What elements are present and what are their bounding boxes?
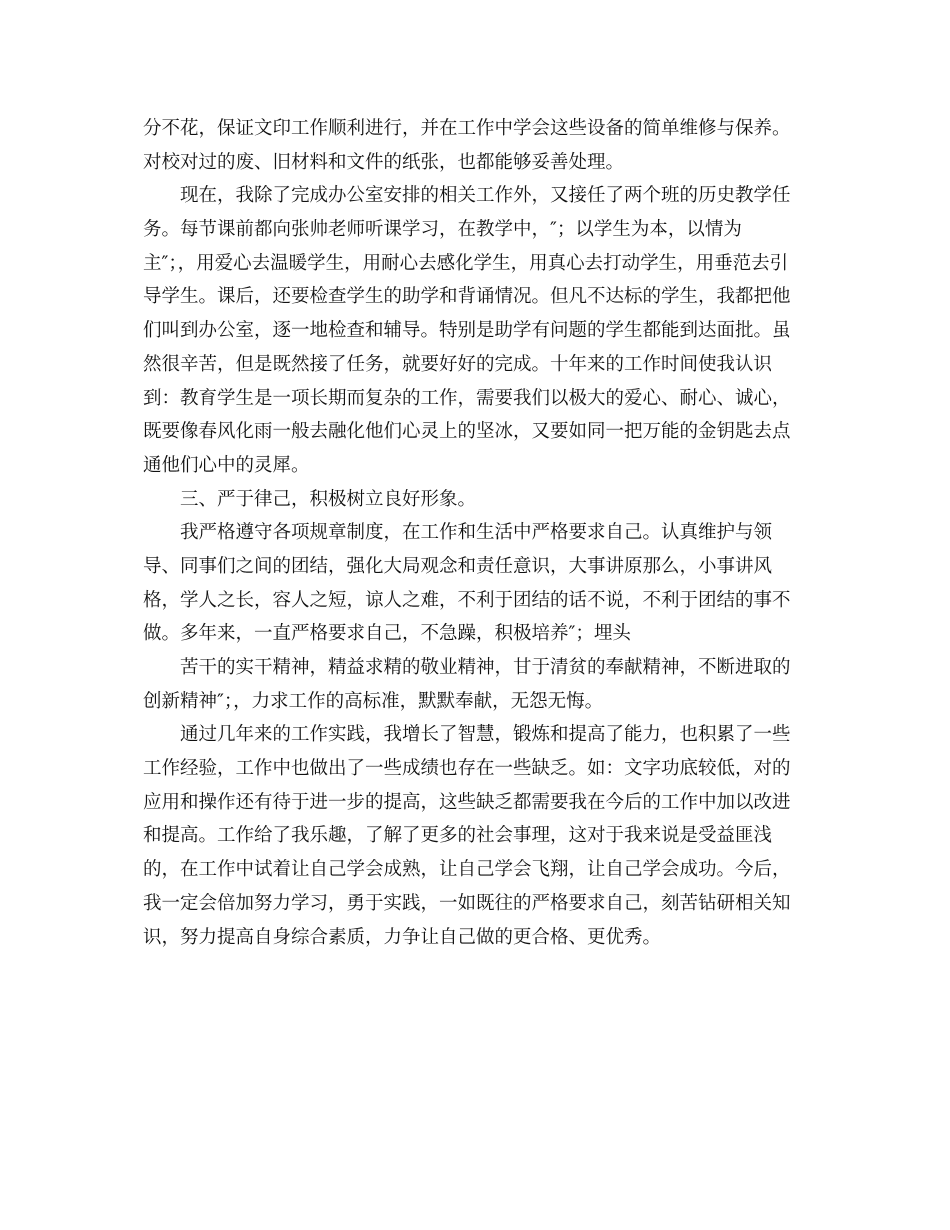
- text-line: 苦干的实干精神，精益求精的敬业精神，甘于清贫的奉献精神，不断进取的: [180, 657, 791, 678]
- text-line: 们叫到办公室，逐一地检查和辅导。特别是助学有问题的学生都能到达面批。虽: [143, 320, 791, 342]
- text-line: 和提高。工作给了我乐趣，了解了更多的社会事理，这对于我来说是受益匪浅: [143, 825, 773, 847]
- text-line: 对校对过的废、旧材料和文件的纸张，也都能够妥善处理。: [143, 151, 625, 173]
- text-line: 到：教育学生是一项长期而复杂的工作，需要我们以极大的爱心、耐心、诚心，: [143, 387, 791, 409]
- text-line: 三、严于律己，积极树立良好形象。: [180, 488, 477, 510]
- text-line: 通过几年来的工作实践，我增长了智慧，锻炼和提高了能力，也积累了一些: [180, 724, 791, 746]
- text-line: 我严格遵守各项规章制度，在工作和生活中严格要求自己。认真维护与领: [180, 522, 773, 544]
- text-line: 既要像春风化雨一般去融化他们心灵上的坚冰，又要如同一把万能的金钥匙去点: [143, 421, 791, 443]
- text-line: 现在，我除了完成办公室安排的相关工作外，又接任了两个班的历史教学任: [180, 185, 791, 207]
- text-line: 工作经验，工作中也做出了一些成绩也存在一些缺乏。如：文字功底较低，对的: [143, 758, 791, 780]
- text-line: 做。多年来，一直严格要求自己，不急躁，积极培养″；埋头: [143, 623, 631, 645]
- text-line: 的，在工作中试着让自己学会成熟，让自己学会飞翔，让自己学会成功。今后，: [143, 859, 791, 881]
- text-line: 主″；，用爱心去温暖学生，用耐心去感化学生，用真心去打动学生，用垂范去引: [143, 252, 789, 274]
- text-line: 导、同事们之间的团结，强化大局观念和责任意识，大事讲原那么，小事讲风: [143, 555, 773, 577]
- text-line: 导学生。课后，还要检查学生的助学和背诵情况。但凡不达标的学生，我都把他: [143, 286, 791, 308]
- text-line: 识，努力提高自身综合素质，力争让自己做的更合格、更优秀。: [143, 926, 662, 948]
- text-line: 应用和操作还有待于进一步的提高，这些缺乏都需要我在今后的工作中加以改进: [143, 791, 791, 813]
- text-line: 然很辛苦，但是既然接了任务，就要好好的完成。十年来的工作时间使我认识: [143, 353, 773, 375]
- text-line: 我一定会倍加努力学习，勇于实践，一如既往的严格要求自己，刻苦钻研相关知: [143, 892, 791, 914]
- document-body: [143, 112, 807, 954]
- text-line: 格，学人之长，容人之短，谅人之难，不利于团结的话不说，不利于团结的事不: [143, 589, 791, 611]
- text-line: 分不花，保证文印工作顺利进行，并在工作中学会这些设备的简单维修与保养。: [143, 118, 791, 139]
- text-line: 通他们心中的灵犀。: [143, 454, 310, 476]
- text-line: 创新精神″；，力求工作的高标准，默默奉献，无怨无悔。: [143, 690, 604, 712]
- text-line: 务。每节课前都向张帅老师听课学习，在教学中，″；以学生为本，以情为: [143, 219, 742, 241]
